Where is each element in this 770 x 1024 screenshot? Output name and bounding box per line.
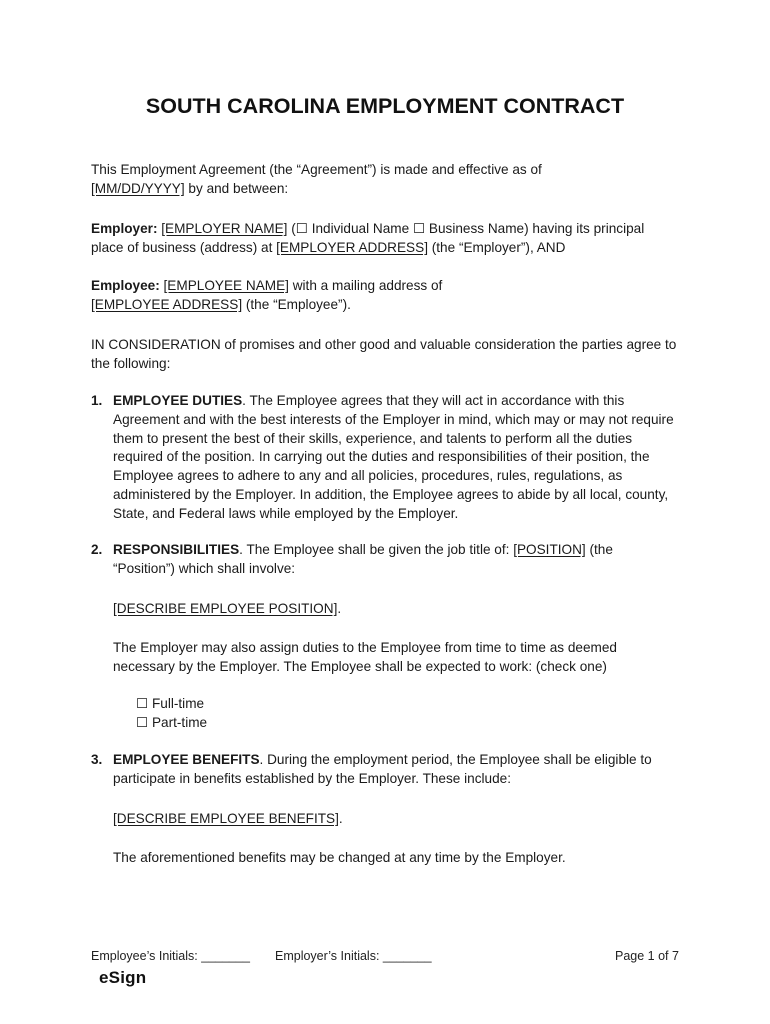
employer-address-field[interactable]: [EMPLOYER ADDRESS] [276,240,428,255]
consideration-paragraph: IN CONSIDERATION of promises and other good and valuable consideration the parties agree to the following: [91,337,677,371]
period: . [337,601,342,616]
employer-initials[interactable]: Employer’s Initials: _______ [275,949,432,963]
section-text1: . The Employee shall be given the job title of: [239,542,514,557]
describe-position-line [113,599,683,618]
employer-text1: (☐ Individual Name ☐ Business Name) having its principal [287,221,645,236]
full-time-checkbox[interactable]: ☐ Full-time [136,696,205,711]
employer-text2: place of business (address) at [91,240,277,255]
describe-benefits-line [113,809,683,828]
describe-position-field[interactable]: [DESCRIBE EMPLOYEE POSITION] [113,601,338,616]
period: . [338,811,343,826]
page-number: Page 1 of 7 [615,949,679,963]
section-employee-duties [91,392,691,524]
intro-paragraph [91,160,691,198]
employee-address-field[interactable]: [EMPLOYEE ADDRESS] [91,297,243,312]
section-text: . The Employee agrees that they will act in accordance with this Agreement and with the best interests of the Employer in mind, which may or may not require them to present the best of their skills, experience, and talents to perform all the duties required of the position. In carrying out the duties and responsibilities of their position, the Employee agrees to adhere to any and all policies, procedures, rules, regulations, as administered by the Employer. In addition, the Employee agrees to abide by all local, county, State, and Federal laws while employed by the Employer. [113,393,674,521]
employer-name-field[interactable]: [EMPLOYER NAME] [161,221,288,236]
employee-text2: (the “Employee”). [242,297,351,312]
section-employee-benefits [91,751,691,789]
section-number: 1. [91,393,103,408]
employer-label: Employer: [91,221,158,236]
work-type-paragraph: The Employer may also assign duties to the Employee from time to time as deemed necessary by the Employer. The Employee shall be expected to work: (check one) [113,640,617,674]
document-title: SOUTH CAROLINA EMPLOYMENT CONTRACT [145,94,625,118]
section-number: 3. [91,752,103,767]
position-field[interactable]: [POSITION] [513,542,586,557]
esign-logo: eSign [99,968,147,987]
employer-paragraph [91,219,691,257]
section-heading: EMPLOYEE BENEFITS [113,752,260,767]
benefits-change-paragraph: The aforementioned benefits may be changed at any time by the Employer. [113,850,566,865]
section-heading: EMPLOYEE DUTIES [113,393,243,408]
part-time-checkbox[interactable]: ☐ Part-time [136,715,208,730]
section-text2: (the “Position”) which shall involve: [113,542,613,576]
section-number: 2. [91,542,103,557]
date-field[interactable]: [MM/DD/YYYY] [91,181,185,196]
intro-line2: by and between: [184,181,289,196]
employee-paragraph [91,276,691,314]
employee-name-field[interactable]: [EMPLOYEE NAME] [163,278,289,293]
intro-line1: This Employment Agreement (the “Agreement”) is made and effective as of [91,162,542,177]
employee-label: Employee: [91,278,160,293]
employer-text3: (the “Employer”), AND [427,240,566,255]
employee-initials[interactable]: Employee’s Initials: _______ [91,949,250,963]
employee-text1: with a mailing address of [288,278,443,293]
section-responsibilities [91,541,691,579]
section-text: . During the employment period, the Employee shall be eligible to participate in benefits established by the Employer. These include: [113,752,652,786]
describe-benefits-field[interactable]: [DESCRIBE EMPLOYEE BENEFITS] [113,811,339,826]
section-heading: RESPONSIBILITIES [113,542,240,557]
